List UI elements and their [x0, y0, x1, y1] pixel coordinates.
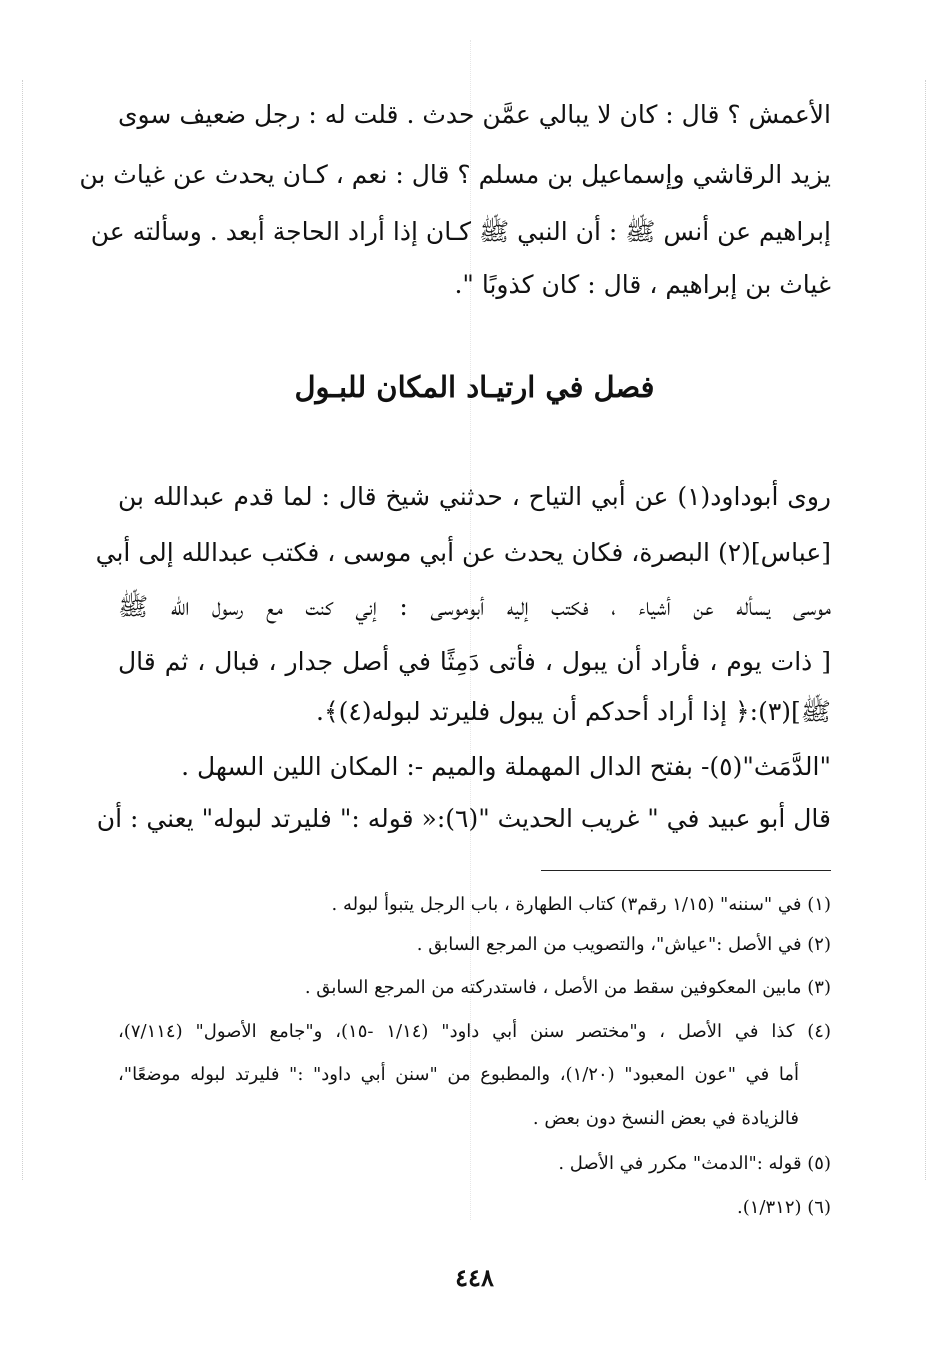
text-line: ﷺ](٣):﴿ إذا أراد أحدكم أن يبول فليرتد لبوله(٤)﴾.: [316, 697, 831, 726]
text-line: يزيد الرقاشي وإسماعيل بن مسلم ؟ قال : نعم ، كـان يحدث عن غياث بن: [79, 160, 831, 189]
text-line: قال أبو عبيد في " غريب الحديث "(٦):« قوله :" فليرتد لبوله" يعني : أن: [96, 804, 831, 833]
text-line: غياث بن إبراهيم ، قال : كان كذوبًا ".: [454, 270, 831, 299]
footnote-4-continued: أما في "عون المعبود" (١/٢٠)، والمطبوع من "سنن أبي داود" :" فليرتد لبوله موضعًا"،: [118, 1064, 799, 1085]
footnote-4-continued: فالزيادة في بعض النسخ دون بعض .: [532, 1108, 799, 1129]
footnote-3: (٣) مابين المعكوفين سقط من الأصل ، فاستدركته من المرجع السابق .: [304, 977, 831, 998]
text-line: الأعمش ؟ قال : كان لا يبالي عمَّن حدث . قلت له : رجل ضعيف سوى: [117, 100, 831, 129]
scan-dots-left: [22, 80, 23, 1180]
footnote-4: (٤) كذا في الأصل ، و"مختصر سنن أبي داود" (١/١٤ -١٥)، و"جامع الأصول" (٧/١١٤)،: [118, 1021, 831, 1042]
text-line: روى أبوداود(١) عن أبي التياح ، حدثني شيخ قال : لما قدم عبدالله بن: [118, 482, 831, 511]
page-number: ٤٤٨: [455, 1263, 494, 1292]
text-line: إبراهيم عن أنس ﷺ : أن النبي ﷺ كـان إذا أراد الحاجة أبعد . وسألته عن: [90, 217, 831, 246]
scan-dots-right: [925, 80, 926, 1180]
footnote-2: (٢) في الأصل :"عياش"، والتصويب من المرجع السابق .: [416, 934, 831, 955]
text-line: [عباس](٢) البصرة، فكان يحدث عن أبي موسى ، فكتب عبدالله إلى أبي: [95, 538, 831, 567]
section-title: فصل في ارتيـاد المكان للبـول: [294, 370, 655, 404]
footnote-1: (١) في "سننه" (١/١٥ رقم٣) كتاب الطهارة ، باب الرجل يتبوأ لبوله .: [331, 894, 831, 915]
footnote-separator: [541, 870, 831, 871]
text-line: [ ذات يوم ، فأراد أن يبول ، فأتى دَمِثًا في أصل جدار ، فبال ، ثم قال: [118, 647, 831, 676]
footnote-5: (٥) قوله :"الدمث" مكرر في الأصل .: [558, 1153, 831, 1174]
footnote-6: (٦) (١/٣١٢).: [737, 1197, 831, 1218]
text-line: "الدَّمَث"(٥)- بفتح الدال المهملة والميم -: المكان اللين السهل .: [181, 752, 831, 781]
text-line: موسى يسأله عن أشياء ، فكتب إليه أبوموسى : إني كنت مع رسول الله ﷺ: [118, 592, 831, 621]
